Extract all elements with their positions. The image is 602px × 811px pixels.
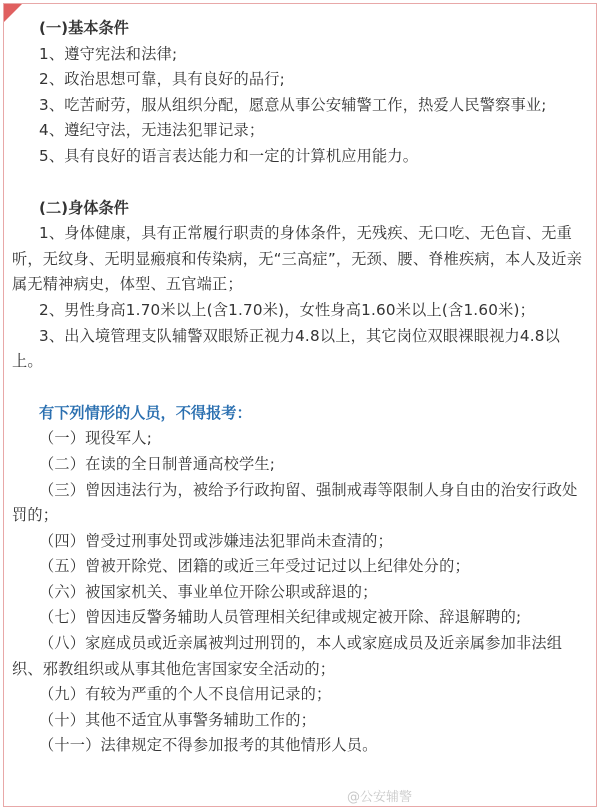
exclusion-item-8: （八）家庭成员或近亲属被判过刑罚的，本人或家庭成员及近亲属参加非法组织、邪教组织或从事其他危害国家安全活动的； <box>12 634 563 678</box>
exclusion-item-5: （五）曾被开除党、团籍的或近三年受过记过以上纪律处分的； <box>39 557 470 576</box>
exclusion-item-6: （六）被国家机关、事业单位开除公职或辞退的； <box>39 582 378 601</box>
exclusion-item-10: （十）其他不适宜从事警务辅助工作的； <box>39 710 316 729</box>
exclusion-item-2: （二）在读的全日制普通高校学生; <box>39 454 276 473</box>
basic-item-4: 4、遵纪守法，无违法犯罪记录； <box>39 121 265 140</box>
section-basic-title: (一)基本条件 <box>39 19 129 37</box>
watermark: @公安辅警 <box>346 790 412 805</box>
section-exclusion-title: 有下列情形的人员，不得报考： <box>39 403 252 422</box>
physical-item-1: 1、身体健康，具有正常履行职责的身体条件，无残疾、无口吃、无色盲、无重听，无纹身、无明显瘢痕和传染病，无“三高症”，无颈、腰、脊椎疾病，本人及近亲属无精神病史，体型、五官端正； <box>12 224 583 294</box>
exclusion-item-11: （十一）法律规定不得参加报考的其他情形人员。 <box>39 736 378 755</box>
exclusion-item-3: （三）曾因违法行为，被给予行政拘留、强制戒毒等限制人身自由的治安行政处罚的； <box>12 480 578 525</box>
basic-item-3: 3、吃苦耐劳，服从组织分配，愿意从事公安辅警工作，热爱人民警察事业; <box>39 95 547 114</box>
basic-item-5: 5、具有良好的语言表达能力和一定的计算机应用能力。 <box>39 146 419 165</box>
exclusion-item-1: （一）现役军人; <box>39 429 153 448</box>
exclusion-item-9: （九）有较为严重的个人不良信用记录的； <box>39 685 332 704</box>
physical-item-2: 2、男性身高1.70米以上(含1.70米)，女性身高1.60米以上(含1.60米)； <box>39 300 535 319</box>
exclusion-item-7: （七）曾因违反警务辅助人员管理相关纪律或规定被开除、辞退解聘的; <box>39 608 522 627</box>
exclusion-item-4: （四）曾受过刑事处罚或涉嫌违法犯罪尚未查清的； <box>39 531 393 550</box>
basic-item-2: 2、政治思想可靠，具有良好的品行; <box>39 70 285 89</box>
section-physical-title: (二)身体条件 <box>39 198 129 217</box>
document-body <box>12 16 590 759</box>
basic-item-1: 1、遵守宪法和法律; <box>39 44 178 63</box>
physical-item-3: 3、出入境管理支队辅警双眼矫正视力4.8以上，其它岗位双眼裸眼视力4.8以上。 <box>12 326 560 371</box>
